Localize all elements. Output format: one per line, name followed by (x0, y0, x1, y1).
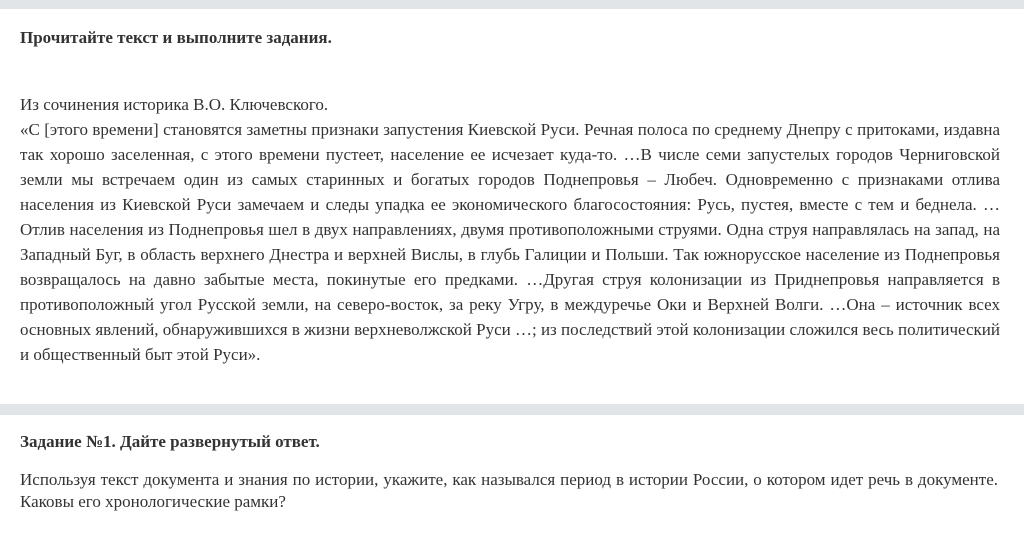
document-quote: «С [этого времени] становятся заметны признаки запустения Киевской Руси. Речная полоса по среднему Днепру с притоками, издавна так хорошо заселенная, с этого времени пустеет, население ее исчезает куда-то. …В числе семи запустелых городов Черниговской земли мы встречаем один из самых старинных и богатых городов Поднепровья – Любеч. Одновременно с признаками отлива населения из Киевской Руси замечаем и следы упадка ее экономического благосостояния: Русь, пустея, вместе с тем и беднела. …Отлив населения из Поднепровья шел в двух направлениях, двумя противоположными струями. Одна струя направлялась на запад, на Западный Буг, в область верхнего Днестра и верхней Вислы, в глубь Галиции и Польши. Так южнорусское население из Поднепровья возвращалось на давно забытые места, покинутые его предками. …Другая струя колонизации из Приднепровья направляется в противоположный угол Русской земли, на северо-восток, за реку Угру, в междуречье Оки и Верхней Волги. …Она – источник всех основных явлений, обнаружившихся в жизни верхневолжской Руси …; из последствий этой колонизации сложился весь политический и общественный быт этой Руси». (20, 120, 1000, 364)
task-heading: Задание №1. Дайте развернутый ответ. (20, 432, 320, 451)
task-question: Используя текст документа и знания по истории, укажите, как назывался период в истории России, о котором идет речь в документе. Каковы его хронологические рамки? (20, 470, 998, 511)
reading-heading: Прочитайте текст и выполните задания. (20, 28, 332, 47)
reading-card (0, 9, 1024, 404)
task-card (0, 415, 1024, 545)
source-attribution: Из сочинения историка В.О. Ключевского. (20, 95, 329, 114)
